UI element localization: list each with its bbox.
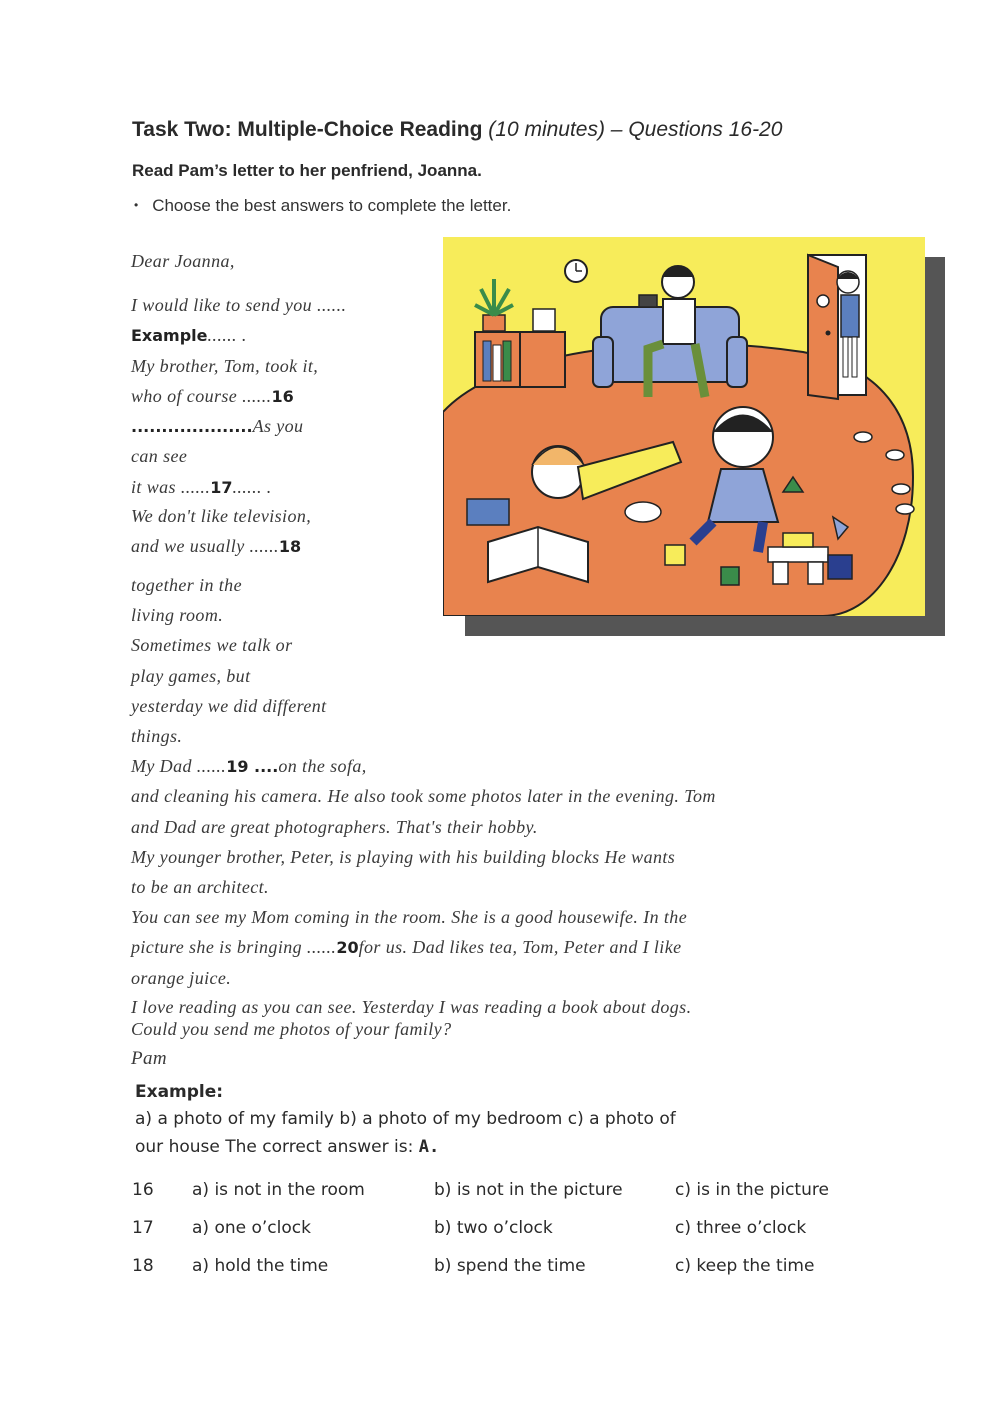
- letter-line: things.: [131, 726, 183, 746]
- gap-16: 16: [271, 387, 294, 406]
- example-answer-letter: A.: [418, 1137, 440, 1157]
- letter-line: and we usually ......18: [131, 536, 302, 556]
- letter-greeting: Dear Joanna,: [131, 251, 235, 271]
- letter-line: Could you send me photos of your family?: [131, 1019, 452, 1039]
- letter-line: orange juice.: [131, 968, 232, 988]
- letter-line: living room.: [131, 605, 224, 625]
- option-a[interactable]: a) one o’clock: [192, 1218, 311, 1238]
- letter-line: My younger brother, Peter, is playing with his building blocks He wants: [131, 847, 676, 867]
- letter-line: You can see my Mom coming in the room. She is a good housewife. In the: [131, 907, 688, 927]
- living-room-picture: [443, 237, 925, 616]
- letter-line: I would like to send you ......: [131, 295, 347, 315]
- question-number: 16: [132, 1180, 154, 1200]
- letter-line: We don't like television,: [131, 506, 312, 526]
- family-illustration: [443, 237, 945, 636]
- letter-line: play games, but: [131, 666, 251, 686]
- task-title-duration: (10 minutes) – Questions 16-20: [488, 118, 783, 141]
- task-title-main: Task Two: Multiple-Choice Reading: [132, 118, 483, 141]
- option-b[interactable]: b) spend the time: [434, 1256, 586, 1276]
- task-title: [132, 118, 782, 142]
- letter-line: picture she is bringing ......20for us. Dad likes tea, Tom, Peter and I like: [131, 937, 682, 957]
- letter-line: and Dad are great photographers. That's their hobby.: [131, 817, 538, 837]
- option-b[interactable]: b) is not in the picture: [434, 1180, 623, 1200]
- gap-17: 17: [210, 478, 233, 497]
- letter-line: who of course ......16: [131, 386, 294, 406]
- example-marker: Example: [131, 326, 208, 345]
- letter-line: and cleaning his camera. He also took some photos later in the evening. Tom: [131, 786, 716, 806]
- option-c[interactable]: c) keep the time: [675, 1256, 815, 1276]
- letter-line: Sometimes we talk or: [131, 635, 293, 655]
- option-a[interactable]: a) is not in the room: [192, 1180, 365, 1200]
- letter-line: yesterday we did different: [131, 696, 327, 716]
- instruction-line: [134, 196, 511, 216]
- instruction-text: Choose the best answers to complete the letter.: [152, 196, 512, 215]
- option-b[interactable]: b) two o’clock: [434, 1218, 553, 1238]
- illustration-frame: [443, 237, 925, 616]
- letter-line: Example...... .: [131, 325, 247, 345]
- letter-line: to be an architect.: [131, 877, 269, 897]
- gap-19: 19 ....: [226, 757, 279, 776]
- option-c[interactable]: c) three o’clock: [675, 1218, 807, 1238]
- gap-18: 18: [278, 537, 302, 556]
- gap-20: 20: [336, 938, 359, 957]
- question-number: 17: [132, 1218, 154, 1238]
- task-subtitle: Read Pam’s letter to her penfriend, Joanna.: [132, 161, 482, 180]
- letter-line: together in the: [131, 575, 242, 595]
- letter-line: My brother, Tom, took it,: [131, 356, 319, 376]
- letter-line: ....................As you: [131, 416, 304, 436]
- example-answer: our house The correct answer is: A.: [135, 1137, 440, 1157]
- letter-line: My Dad ......19 ....on the sofa,: [131, 756, 367, 776]
- letter-line: can see: [131, 446, 188, 466]
- letter-line: it was ......17...... .: [131, 477, 272, 497]
- example-label: Example:: [135, 1082, 224, 1102]
- letter-line: I love reading as you can see. Yesterday I was reading a book about dogs.: [131, 997, 692, 1017]
- example-options: a) a photo of my family b) a photo of my bedroom c) a photo of: [135, 1109, 676, 1129]
- option-c[interactable]: c) is in the picture: [675, 1180, 829, 1200]
- bullet-icon: •: [134, 198, 139, 212]
- question-number: 18: [132, 1256, 154, 1276]
- option-a[interactable]: a) hold the time: [192, 1256, 329, 1276]
- letter-signature: Pam: [131, 1048, 168, 1069]
